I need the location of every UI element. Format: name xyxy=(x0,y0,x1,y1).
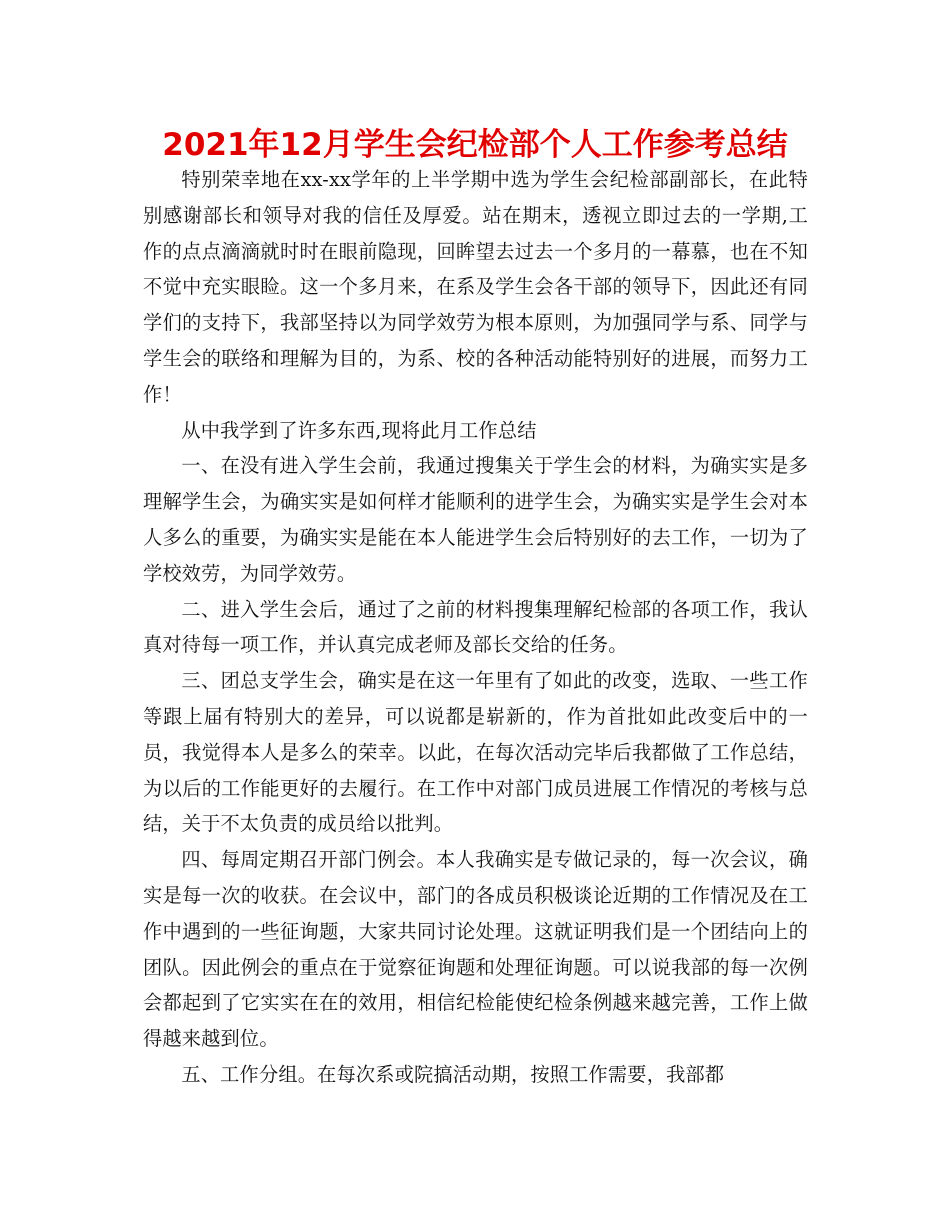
document-body xyxy=(143,162,808,1093)
paragraph-item-2: 二、进入学生会后，通过了之前的材料搜集理解纪检部的各项工作，我认真对待每一项工作，并认真完成老师及部长交给的任务。 xyxy=(143,597,808,657)
paragraph-item-4: 四、每周定期召开部门例会。本人我确实是专做记录的，每一次会议，确实是每一次的收获。在会议中，部门的各成员积极谈论近期的工作情况及在工作中遇到的一些征询题，大家共同讨论处理。这就证明我们是一个团结向上的团队。因此例会的重点在于觉察征询题和处理征询题。可以说我部的每一次例会都起到了它实实在在的效用，相信纪检能使纪检条例越来越完善，工作上做得越来越到位。 xyxy=(143,848,808,1051)
document-title: 2021年12月学生会纪检部个人工作参考总结 xyxy=(162,127,788,163)
paragraph-summary-lead: 从中我学到了许多东西,现将此月工作总结 xyxy=(181,418,537,442)
paragraph-item-1: 一、在没有进入学生会前，我通过搜集关于学生会的材料，为确实实是多理解学生会，为确实实是如何样才能顺利的进学生会，为确实实是学生会对本人多么的重要，为确实实是能在本人能进学生会后特别好的去工作，一切为了学校效劳，为同学效劳。 xyxy=(143,454,808,585)
paragraph-intro: 特别荣幸地在xx-xx学年的上半学期中选为学生会纪检部副部长，在此特别感谢部长和领导对我的信任及厚爱。站在期末，透视立即过去的一学期,工作的点点滴滴就时时在眼前隐现，回眸望去过去一个多月的一幕慕，也在不知不觉中充实眼睑。这一个多月来，在系及学生会各干部的领导下，因此还有同学们的支持下，我部坚持以为同学效劳为根本原则，为加强同学与系、同学与学生会的联络和理解为目的，为系、校的各种活动能特别好的进展，而努力工作！ xyxy=(143,168,808,406)
paragraph-item-3: 三、团总支学生会，确实是在这一年里有了如此的改变，选取、一些工作等跟上届有特别大的差异，可以说都是崭新的，作为首批如此改变后中的一员，我觉得本人是多么的荣幸。以此，在每次活动完毕后我都做了工作总结，为以后的工作能更好的去履行。在工作中对部门成员进展工作情况的考核与总结，关于不太负责的成员给以批判。 xyxy=(143,669,808,836)
paragraph-item-5: 五、工作分组。在每次系或院搞活动期，按照工作需要，我部都 xyxy=(181,1062,725,1086)
